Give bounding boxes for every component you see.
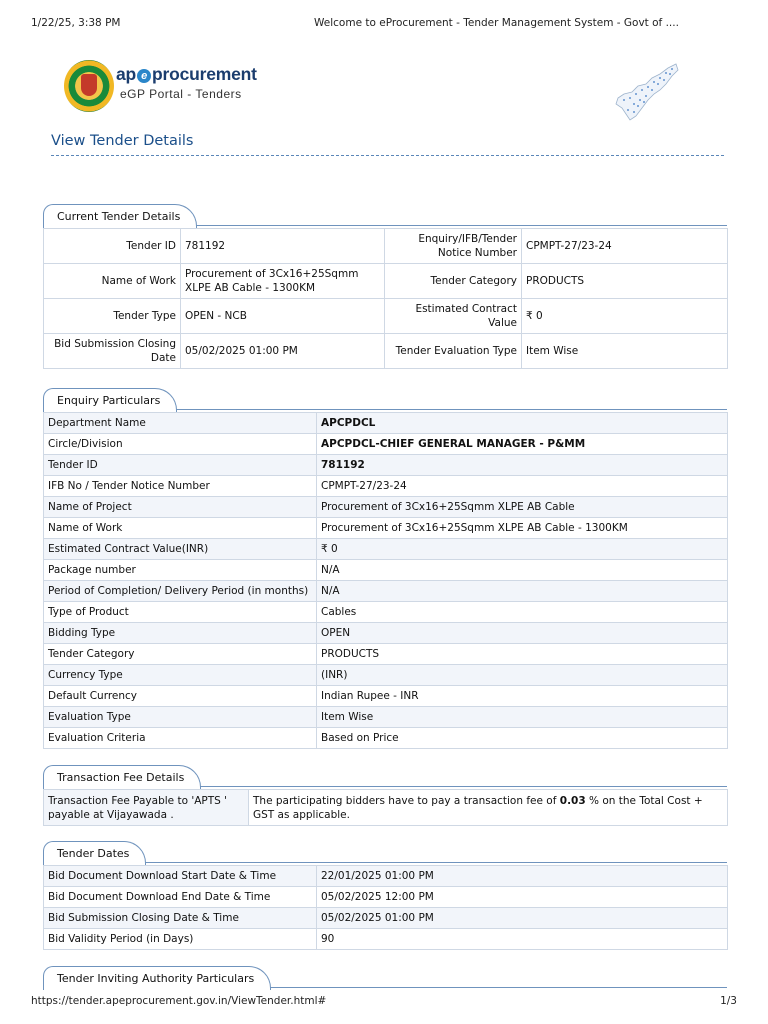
field-label: IFB No / Tender Notice Number — [44, 476, 317, 497]
field-label: Estimated Contract Value(INR) — [44, 539, 317, 560]
field-label: Tender Category — [44, 644, 317, 665]
section-tab-inviting-authority: Tender Inviting Authority Particulars — [43, 966, 271, 990]
state-map-icon — [610, 54, 682, 126]
field-value: PRODUCTS — [522, 264, 728, 299]
table-row — [44, 581, 728, 602]
field-label: Tender Category — [385, 264, 522, 299]
table-row — [44, 264, 728, 299]
field-value: (INR) — [317, 665, 728, 686]
field-value: Item Wise — [522, 334, 728, 369]
field-label: Bid Document Download End Date & Time — [44, 887, 317, 908]
page-number: 1/3 — [720, 995, 737, 1007]
field-label: Type of Product — [44, 602, 317, 623]
field-label: Department Name — [44, 413, 317, 434]
table-row — [44, 623, 728, 644]
table-row — [44, 299, 728, 334]
field-value: Procurement of 3Cx16+25Sqmm XLPE AB Cable — [317, 497, 728, 518]
table-row — [44, 560, 728, 581]
page-title: View Tender Details — [51, 133, 194, 149]
field-label: Bid Validity Period (in Days) — [44, 929, 317, 950]
field-label: Evaluation Type — [44, 707, 317, 728]
field-value: Indian Rupee - INR — [317, 686, 728, 707]
field-value: 781192 — [181, 229, 385, 264]
field-value: CPMPT-27/23-24 — [317, 476, 728, 497]
print-window-title: Welcome to eProcurement - Tender Management System - Govt of .... — [314, 17, 679, 29]
table-row — [44, 887, 728, 908]
field-label: Estimated Contract Value — [385, 299, 522, 334]
field-label: Evaluation Criteria — [44, 728, 317, 749]
table-row — [44, 728, 728, 749]
field-value: APCPDCL-CHIEF GENERAL MANAGER - P&MM — [317, 434, 728, 455]
field-label: Currency Type — [44, 665, 317, 686]
table-row — [44, 665, 728, 686]
field-value: Based on Price — [317, 728, 728, 749]
field-value: ₹ 0 — [522, 299, 728, 334]
table-row — [44, 908, 728, 929]
field-value: 781192 — [317, 455, 728, 476]
field-value: 05/02/2025 01:00 PM — [317, 908, 728, 929]
site-logo[interactable] — [64, 60, 324, 116]
table-row — [44, 644, 728, 665]
field-value: Procurement of 3Cx16+25Sqmm XLPE AB Cable - 1300KM — [181, 264, 385, 299]
brand-suffix: procurement — [152, 64, 257, 84]
field-value: CPMPT-27/23-24 — [522, 229, 728, 264]
brand-prefix: ap — [116, 64, 137, 84]
field-label: Bid Submission Closing Date — [44, 334, 181, 369]
section-tab-tender-dates: Tender Dates — [43, 841, 146, 865]
field-label: Transaction Fee Payable to 'APTS ' payable at Vijayawada . — [44, 790, 249, 826]
table-row — [44, 686, 728, 707]
print-header — [31, 17, 737, 31]
field-value: OPEN — [317, 623, 728, 644]
tender-dates-table — [43, 865, 728, 950]
field-label: Tender Type — [44, 299, 181, 334]
field-value: APCPDCL — [317, 413, 728, 434]
fee-text-before: The participating bidders have to pay a transaction fee of — [253, 794, 560, 807]
field-label: Bidding Type — [44, 623, 317, 644]
table-row — [44, 455, 728, 476]
field-label: Bid Submission Closing Date & Time — [44, 908, 317, 929]
government-seal-icon — [64, 60, 114, 112]
enquiry-table — [43, 412, 728, 749]
table-row — [44, 539, 728, 560]
print-footer — [31, 995, 737, 1009]
table-row — [44, 602, 728, 623]
field-label: Name of Work — [44, 518, 317, 539]
field-label: Circle/Division — [44, 434, 317, 455]
field-label: Enquiry/IFB/Tender Notice Number — [385, 229, 522, 264]
table-row — [44, 413, 728, 434]
field-label: Tender ID — [44, 455, 317, 476]
fee-percentage: 0.03 — [559, 794, 586, 807]
field-label: Period of Completion/ Delivery Period (in months) — [44, 581, 317, 602]
field-value: Item Wise — [317, 707, 728, 728]
section-tab-current-tender: Current Tender Details — [43, 204, 197, 228]
field-label: Name of Work — [44, 264, 181, 299]
field-label: Tender Evaluation Type — [385, 334, 522, 369]
brand-name — [116, 64, 257, 85]
table-row — [44, 334, 728, 369]
fee-text-after: % on the Total Cost + GST as applicable. — [253, 794, 703, 821]
field-value: N/A — [317, 560, 728, 581]
table-row — [44, 707, 728, 728]
field-value: 90 — [317, 929, 728, 950]
field-value: Cables — [317, 602, 728, 623]
current-tender-table — [43, 228, 728, 369]
brand-e-icon: e — [137, 69, 151, 83]
field-label: Default Currency — [44, 686, 317, 707]
table-row — [44, 434, 728, 455]
field-value: 05/02/2025 01:00 PM — [181, 334, 385, 369]
table-row — [44, 497, 728, 518]
print-datetime: 1/22/25, 3:38 PM — [31, 17, 121, 29]
field-label: Bid Document Download Start Date & Time — [44, 866, 317, 887]
field-value: N/A — [317, 581, 728, 602]
table-row — [44, 866, 728, 887]
field-value: OPEN - NCB — [181, 299, 385, 334]
portal-subtitle: eGP Portal - Tenders — [120, 87, 242, 101]
field-value: PRODUCTS — [317, 644, 728, 665]
field-label: Name of Project — [44, 497, 317, 518]
transaction-fee-table — [43, 789, 728, 826]
print-url: https://tender.apeprocurement.gov.in/ViewTender.html# — [31, 995, 327, 1007]
field-label: Package number — [44, 560, 317, 581]
section-tab-enquiry: Enquiry Particulars — [43, 388, 177, 412]
field-value — [249, 790, 728, 826]
table-row — [44, 929, 728, 950]
field-value: Procurement of 3Cx16+25Sqmm XLPE AB Cable - 1300KM — [317, 518, 728, 539]
field-value: 05/02/2025 12:00 PM — [317, 887, 728, 908]
title-divider — [51, 155, 724, 156]
field-label: Tender ID — [44, 229, 181, 264]
table-row — [44, 790, 728, 826]
field-value: ₹ 0 — [317, 539, 728, 560]
table-row — [44, 476, 728, 497]
field-value: 22/01/2025 01:00 PM — [317, 866, 728, 887]
table-row — [44, 229, 728, 264]
section-tab-transaction-fee: Transaction Fee Details — [43, 765, 201, 789]
table-row — [44, 518, 728, 539]
